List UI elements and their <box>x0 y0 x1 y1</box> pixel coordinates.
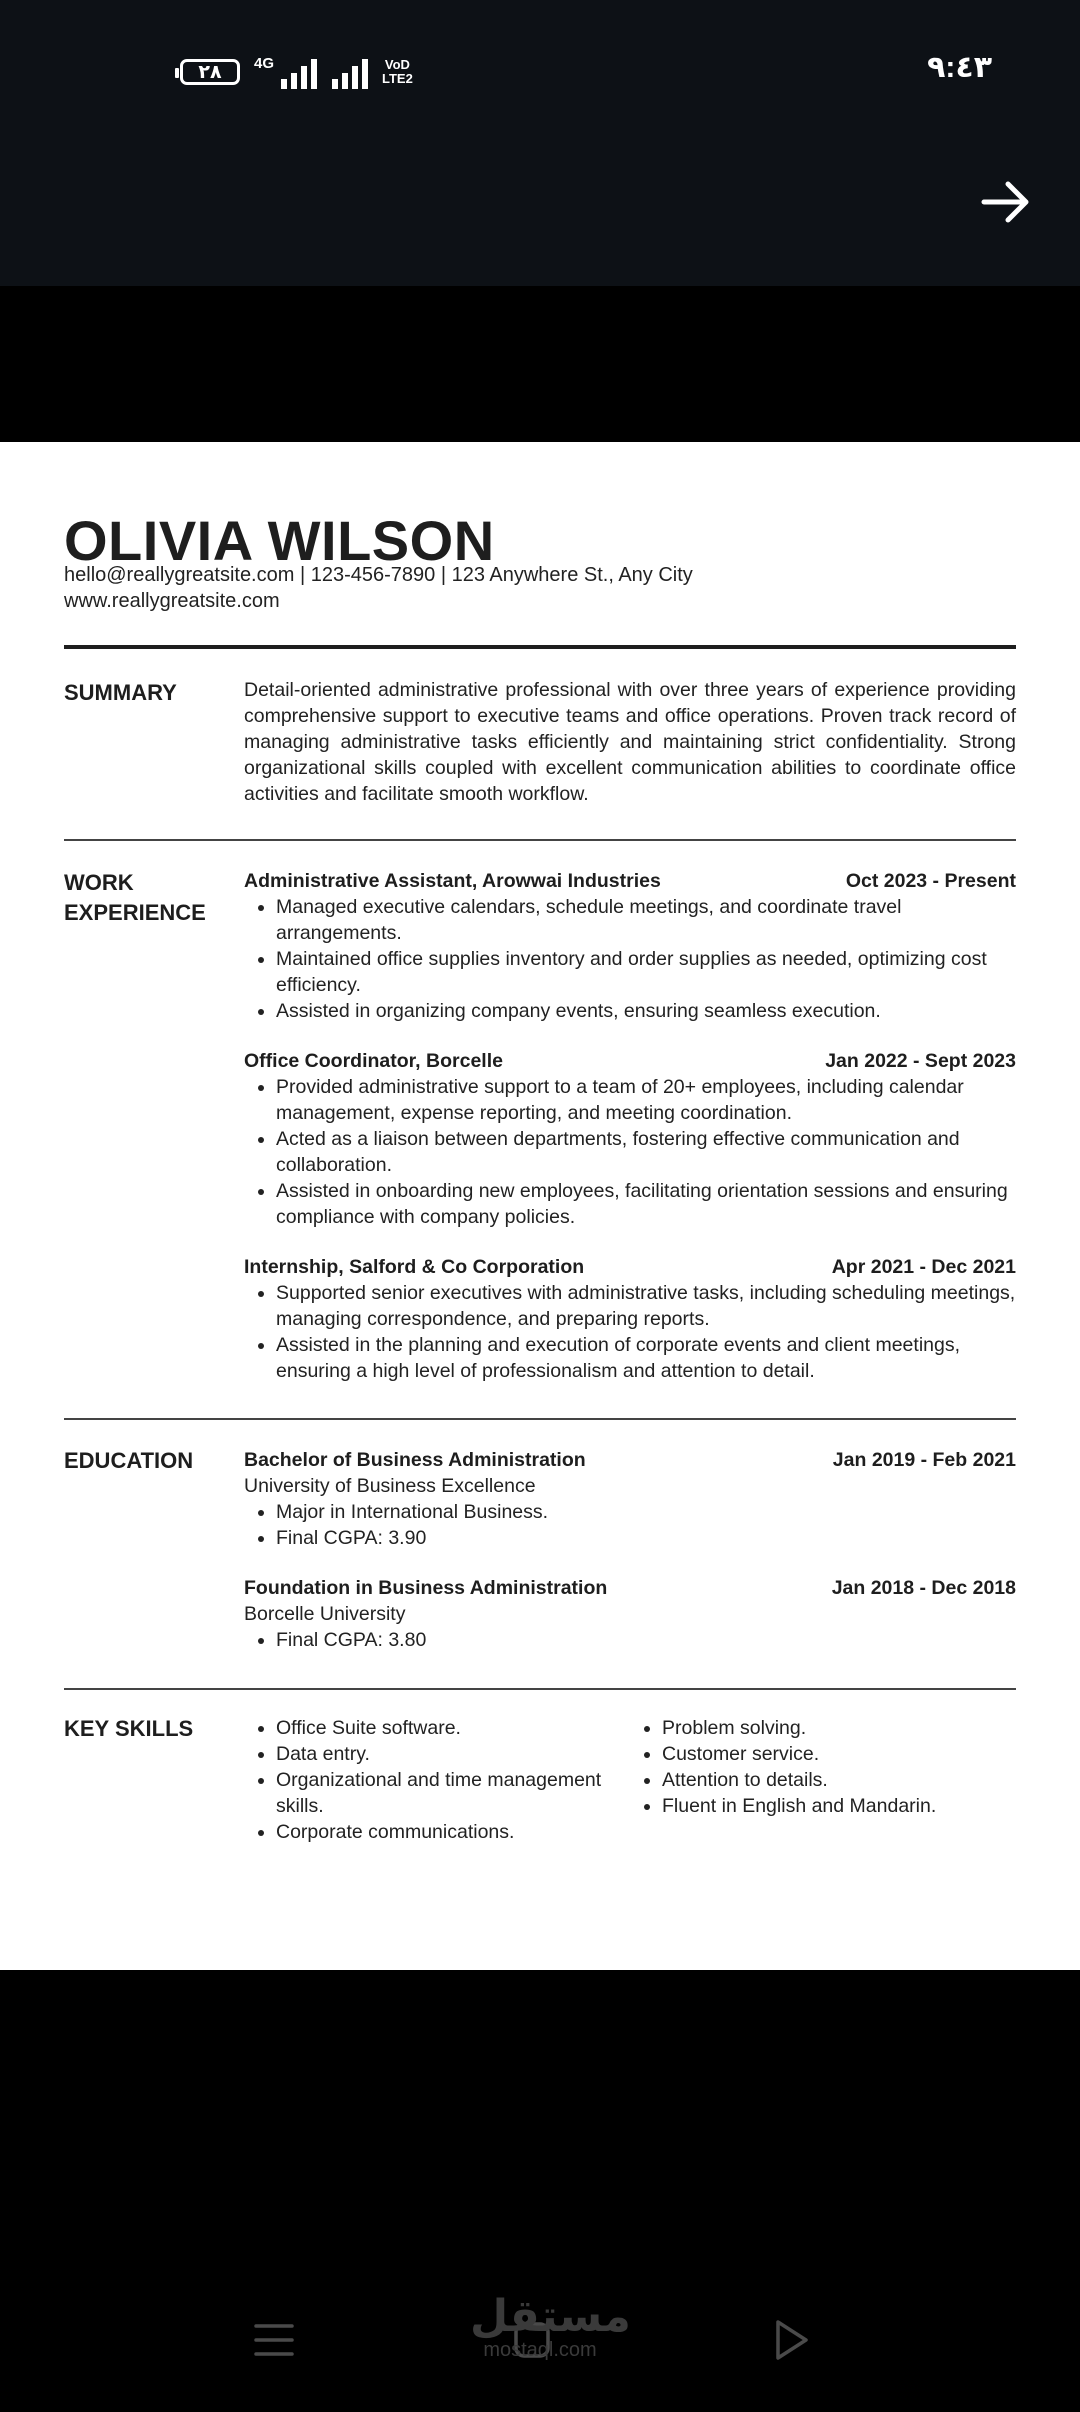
contact-info <box>64 562 693 614</box>
volte-bottom: LTE2 <box>382 71 413 86</box>
job-bullet: • Assisted in the planning and execution of corporate events and client meetings, ensuring a high level of professionalism and attention to detail. <box>276 1332 1016 1384</box>
section-divider <box>64 1418 1016 1420</box>
degree: Foundation in Business Administration <box>244 1577 608 1599</box>
job-dates: Apr 2021 - Dec 2021 <box>831 1256 1016 1278</box>
skill-item: • Corporate communications. <box>276 1819 630 1845</box>
education-entry <box>244 1575 1016 1653</box>
job-role: Administrative Assistant, Arowwai Industries <box>244 870 661 892</box>
education-dates: Jan 2019 - Feb 2021 <box>832 1449 1016 1471</box>
arrow-right-icon[interactable] <box>978 174 1034 230</box>
education-bullet: • Major in International Business. <box>276 1499 1016 1525</box>
watermark-site: mostaql.com <box>483 2339 597 2361</box>
job-role: Office Coordinator, Borcelle <box>244 1050 503 1072</box>
skill-item: • Fluent in English and Mandarin. <box>662 1793 1016 1819</box>
skill-item: • Customer service. <box>662 1741 1016 1767</box>
education-title: EDUCATION <box>64 1448 194 1473</box>
summary-title: SUMMARY <box>64 680 177 705</box>
battery-indicator <box>180 59 240 85</box>
job-bullets <box>244 1074 1016 1230</box>
skill-item: • Attention to details. <box>662 1767 1016 1793</box>
summary-section <box>244 677 1016 807</box>
job-bullet: • Managed executive calendars, schedule meetings, and coordinate travel arrangements. <box>276 894 1016 946</box>
skills-column-2 <box>630 1715 1016 1845</box>
skill-item: • Data entry. <box>276 1741 630 1767</box>
skill-item: • Organizational and time management skills. <box>276 1767 630 1819</box>
triangle-icon[interactable] <box>760 2310 820 2370</box>
top-bar <box>0 0 1080 286</box>
job-bullet: • Assisted in organizing company events, ensuring seamless execution. <box>276 998 1016 1024</box>
job-entry <box>244 868 1016 1024</box>
signal-indicator <box>254 55 368 89</box>
education-bullet: • Final CGPA: 3.80 <box>276 1627 1016 1653</box>
job-bullets <box>244 894 1016 1024</box>
volte-indicator <box>382 58 413 86</box>
watermark-arabic: مستقل <box>470 2291 631 2342</box>
job-bullet: • Provided administrative support to a team of 20+ employees, including calendar management, expense reporting, and meeting coordination. <box>276 1074 1016 1126</box>
skill-item: • Office Suite software. <box>276 1715 630 1741</box>
key-skills-section <box>244 1715 1016 1845</box>
work-title-line1: WORK <box>64 870 134 895</box>
work-experience-section <box>244 868 1016 1408</box>
resume-document <box>0 442 1080 1970</box>
battery-level: ٢٨ <box>198 61 222 83</box>
job-dates: Oct 2023 - Present <box>845 870 1016 892</box>
education-bullets <box>244 1627 1016 1653</box>
education-entry <box>244 1447 1016 1551</box>
clock: ٩:٤٣ <box>927 51 992 84</box>
signal-bars-2-icon <box>332 59 368 89</box>
section-divider <box>64 1688 1016 1690</box>
skills-column-1 <box>244 1715 630 1845</box>
skill-item: • Problem solving. <box>662 1715 1016 1741</box>
job-bullet: • Assisted in onboarding new employees, facilitating orientation sessions and ensuring compliance with company policies. <box>276 1178 1016 1230</box>
job-bullet: • Supported senior executives with administrative tasks, including scheduling meetings, managing correspondence, and preparing reports. <box>276 1280 1016 1332</box>
education-bullet: • Final CGPA: 3.90 <box>276 1525 1016 1551</box>
section-divider <box>64 839 1016 841</box>
job-bullet: • Acted as a liaison between departments, fostering effective communication and collaboration. <box>276 1126 1016 1178</box>
key-skills-title: KEY SKILLS <box>64 1716 194 1741</box>
network-type: 4G <box>254 55 275 72</box>
degree: Bachelor of Business Administration <box>244 1449 586 1471</box>
menu-lines-icon[interactable] <box>244 2310 304 2370</box>
job-bullets <box>244 1280 1016 1384</box>
job-role: Internship, Salford & Co Corporation <box>244 1256 585 1278</box>
job-dates: Jan 2022 - Sept 2023 <box>825 1050 1016 1072</box>
summary-text: Detail-oriented administrative professional with over three years of experience providing comprehensive support to executive teams and office operations. Proven track record of managing administrative tasks efficiently and maintaining strict confidentiality. Strong organizational skills coupled with excellent communication abilities to coordinate office activities and facilitate smooth workflow. <box>244 679 1016 805</box>
work-title-line2: EXPERIENCE <box>64 900 206 925</box>
resume-name: OLIVIA WILSON <box>64 509 495 572</box>
volte-top: VoD <box>384 57 410 72</box>
job-bullet: • Maintained office supplies inventory and order supplies as needed, optimizing cost efficiency. <box>276 946 1016 998</box>
contact-line: hello@reallygreatsite.com | 123-456-7890 | 123 Anywhere St., Any City <box>64 564 693 586</box>
school: University of Business Excellence <box>244 1475 536 1497</box>
website-line: www.reallygreatsite.com <box>64 590 280 612</box>
education-bullets <box>244 1499 1016 1551</box>
job-entry <box>244 1254 1016 1384</box>
education-dates: Jan 2018 - Dec 2018 <box>831 1577 1016 1599</box>
header-divider <box>64 645 1016 649</box>
job-entry <box>244 1048 1016 1230</box>
education-section <box>244 1447 1016 1677</box>
work-experience-title <box>64 868 224 928</box>
status-bar <box>180 52 413 92</box>
school: Borcelle University <box>244 1603 406 1625</box>
watermark <box>470 2291 631 2361</box>
signal-bars-icon <box>281 59 317 89</box>
